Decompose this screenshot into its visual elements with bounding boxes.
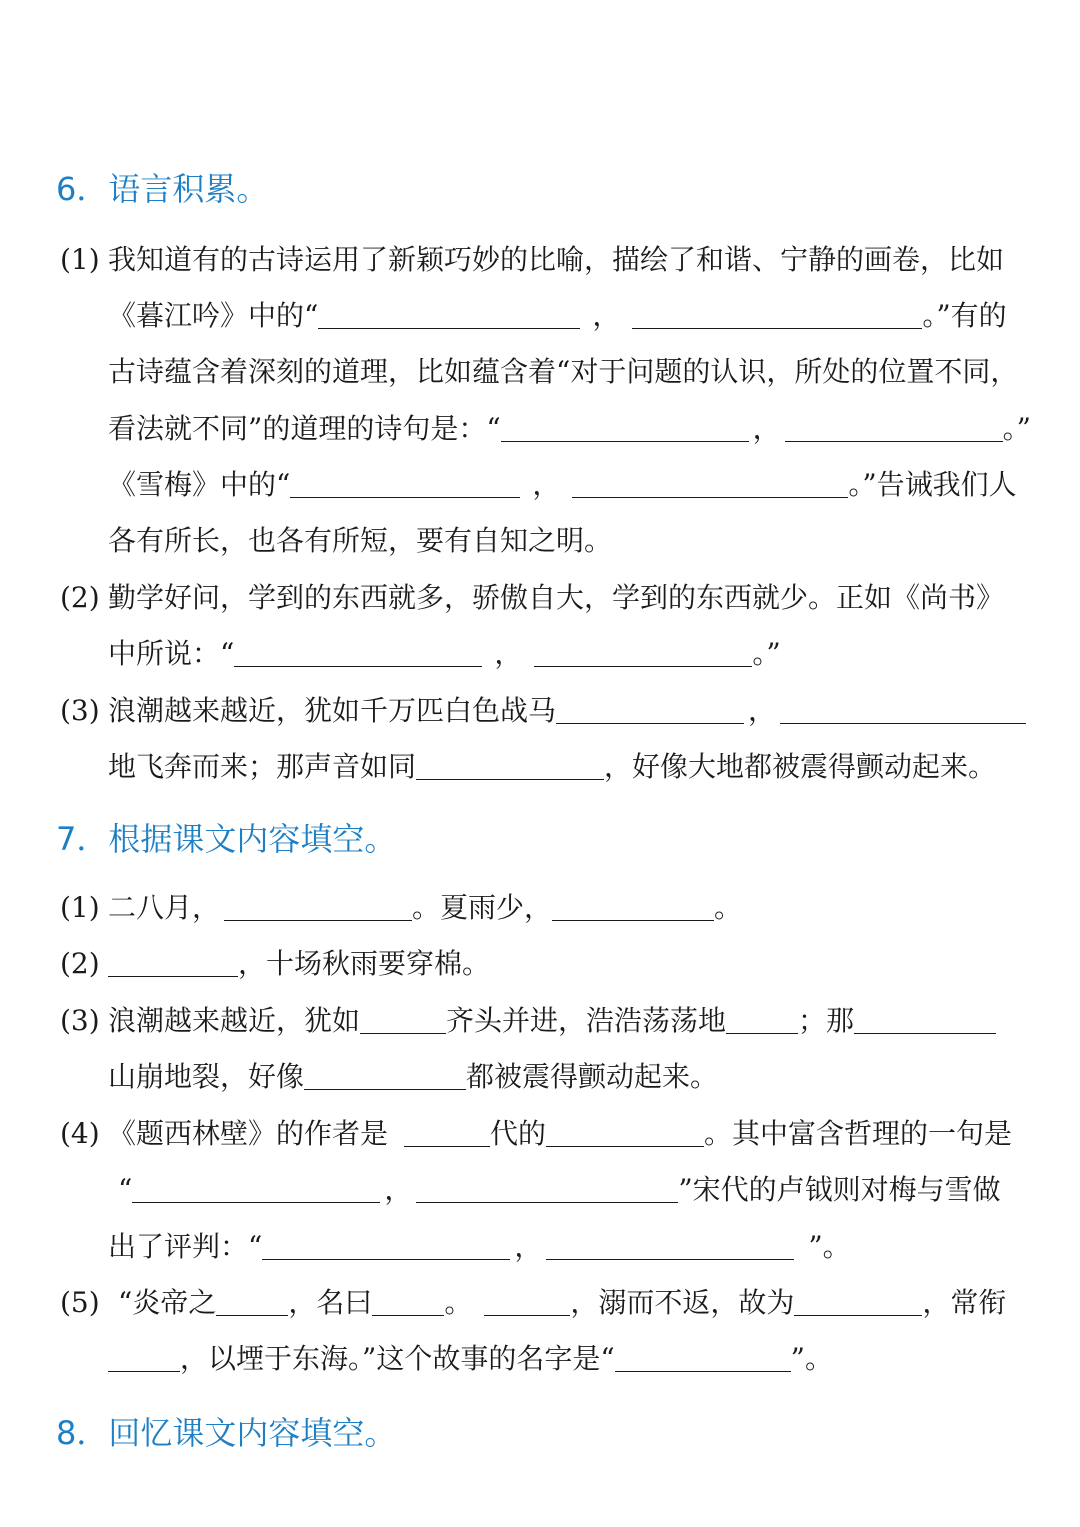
q7-4-text: 代的 [490, 1117, 547, 1150]
q7-item-3-number: (3) [60, 1004, 100, 1037]
answer-blank[interactable] [290, 467, 520, 498]
q7-4-text: ”宋代的卢钺则对梅与雪做 [678, 1173, 1001, 1206]
q6-item-1-number: (1) [60, 243, 100, 276]
q7-3-text: 山崩地裂，好像 [108, 1060, 305, 1093]
q6-1-line-4 [108, 409, 1031, 449]
q6-item-2-number: (2) [60, 581, 100, 614]
q7-4-text: ”。 [808, 1230, 851, 1263]
answer-blank[interactable] [360, 1003, 446, 1034]
q6-1-line-1: 我知道有的古诗运用了新颖巧妙的比喻，描绘了和谐、宁静的画卷，比如 [108, 243, 1005, 276]
answer-blank[interactable] [534, 636, 752, 667]
answer-blank[interactable] [108, 1341, 180, 1372]
answer-blank[interactable] [216, 1285, 288, 1316]
q7-4-line-2 [118, 1170, 1001, 1210]
q7-5-text: 。 [444, 1286, 473, 1319]
q7-1-text: 。夏雨少， [412, 891, 553, 924]
q6-2-line-1: 勤学好问，学到的东西就多，骄傲自大，学到的东西就少。正如《尚书》 [108, 581, 1005, 614]
answer-blank[interactable] [546, 1229, 794, 1260]
q7-1-text: 。 [714, 891, 743, 924]
q7-5-text: “炎帝之 [118, 1286, 217, 1319]
q6-3-text: ，好像大地都被震得颤动起来。 [604, 750, 997, 783]
answer-blank[interactable] [372, 1285, 444, 1316]
q7-2-text: ，十场秋雨要穿棉。 [238, 947, 491, 980]
q7-3-text: 浪潮越来越近，犹如 [108, 1004, 361, 1037]
answer-blank[interactable] [132, 1172, 380, 1203]
q6-item-3-number: (3) [60, 694, 100, 727]
q7-5-line-2 [108, 1339, 833, 1379]
answer-blank[interactable] [484, 1285, 570, 1316]
q7-3-text: 齐头并进，浩浩荡荡地 [446, 1004, 727, 1037]
q7-5-text: ”。 [790, 1342, 833, 1375]
answer-blank[interactable] [304, 1059, 466, 1090]
answer-blank[interactable] [234, 636, 482, 667]
section-6-heading: 6．语言积累。 [56, 170, 269, 208]
q7-5-text: ，以堙于东海。”这个故事的名字是“ [180, 1342, 615, 1375]
section-8-heading: 8．回忆课文内容填空。 [56, 1414, 397, 1452]
q7-4-text: 出了评判：“ [108, 1230, 263, 1263]
answer-blank[interactable] [726, 1003, 798, 1034]
q6-1-text: ， [532, 468, 561, 501]
q7-4-text: ， [514, 1230, 543, 1263]
q6-2-text: 中所说：“ [108, 637, 235, 670]
q7-item-5-number: (5) [60, 1286, 100, 1319]
q7-3-line-1 [108, 1001, 996, 1041]
q7-3-text: ；那 [798, 1004, 855, 1037]
q6-2-text: 。” [752, 637, 781, 670]
answer-blank[interactable] [552, 890, 714, 921]
q7-4-text: 《题西林壁》的作者是 [108, 1117, 389, 1150]
q7-4-line-3 [108, 1227, 851, 1267]
q7-5-text: ，常衔 [922, 1286, 1007, 1319]
answer-blank[interactable] [785, 411, 1003, 442]
q6-2-text: ， [494, 637, 523, 670]
answer-blank[interactable] [108, 946, 238, 977]
answer-blank[interactable] [556, 693, 744, 724]
q7-item-4-number: (4) [60, 1117, 100, 1150]
q6-1-text: 。” [1002, 412, 1031, 445]
q6-1-text: ， [752, 412, 781, 445]
q6-1-line-5 [108, 465, 1017, 505]
q7-item-2-number: (2) [60, 947, 100, 980]
q7-3-line-2 [108, 1057, 718, 1097]
q7-1-line-1 [108, 888, 742, 928]
answer-blank[interactable] [224, 890, 412, 921]
answer-blank[interactable] [416, 749, 604, 780]
q6-1-text: ， [592, 299, 621, 332]
q6-1-text: 。”告诫我们人 [848, 468, 1017, 501]
answer-blank[interactable] [501, 411, 749, 442]
q7-5-text: ，溺而不返，故为 [570, 1286, 795, 1319]
answer-blank[interactable] [615, 1341, 791, 1372]
answer-blank[interactable] [262, 1229, 510, 1260]
q7-4-line-1 [108, 1114, 1012, 1154]
q6-1-text: 《雪梅》中的“ [108, 468, 291, 501]
q7-1-text: 二八月， [108, 891, 221, 924]
q7-item-1-number: (1) [60, 891, 100, 924]
answer-blank[interactable] [854, 1003, 996, 1034]
q7-4-text: “ [118, 1173, 133, 1206]
q7-4-text: ， [384, 1173, 413, 1206]
q7-2-line-1 [108, 944, 490, 984]
answer-blank[interactable] [572, 467, 848, 498]
q6-1-text: 看法就不同”的道理的诗句是：“ [108, 412, 501, 445]
answer-blank[interactable] [404, 1116, 490, 1147]
answer-blank[interactable] [318, 298, 580, 329]
q6-1-line-2 [108, 296, 1007, 336]
answer-blank[interactable] [780, 693, 1026, 724]
q6-2-line-2 [108, 634, 781, 674]
q6-3-text: 地飞奔而来；那声音如同 [108, 750, 417, 783]
q6-3-line-1 [108, 691, 1026, 731]
q6-1-text: 《暮江吟》中的“ [108, 299, 319, 332]
q6-3-text: 浪潮越来越近，犹如千万匹白色战马 [108, 694, 557, 727]
section-7-heading: 7．根据课文内容填空。 [56, 820, 397, 858]
q7-4-text: 。其中富含哲理的一句是 [704, 1117, 1013, 1150]
q6-1-line-3: 古诗蕴含着深刻的道理，比如蕴含着“对于问题的认识，所处的位置不同， [108, 355, 1019, 388]
answer-blank[interactable] [416, 1172, 678, 1203]
q7-5-line-1 [118, 1283, 1006, 1323]
answer-blank[interactable] [546, 1116, 704, 1147]
answer-blank[interactable] [794, 1285, 922, 1316]
answer-blank[interactable] [632, 298, 922, 329]
q6-1-text: 。”有的 [922, 299, 1007, 332]
q6-3-line-2 [108, 747, 996, 787]
q7-3-text: 都被震得颤动起来。 [466, 1060, 719, 1093]
q6-1-line-6: 各有所长，也各有所短，要有自知之明。 [108, 524, 613, 557]
q7-5-text: ，名曰 [288, 1286, 373, 1319]
q6-3-text: ， [748, 694, 777, 727]
